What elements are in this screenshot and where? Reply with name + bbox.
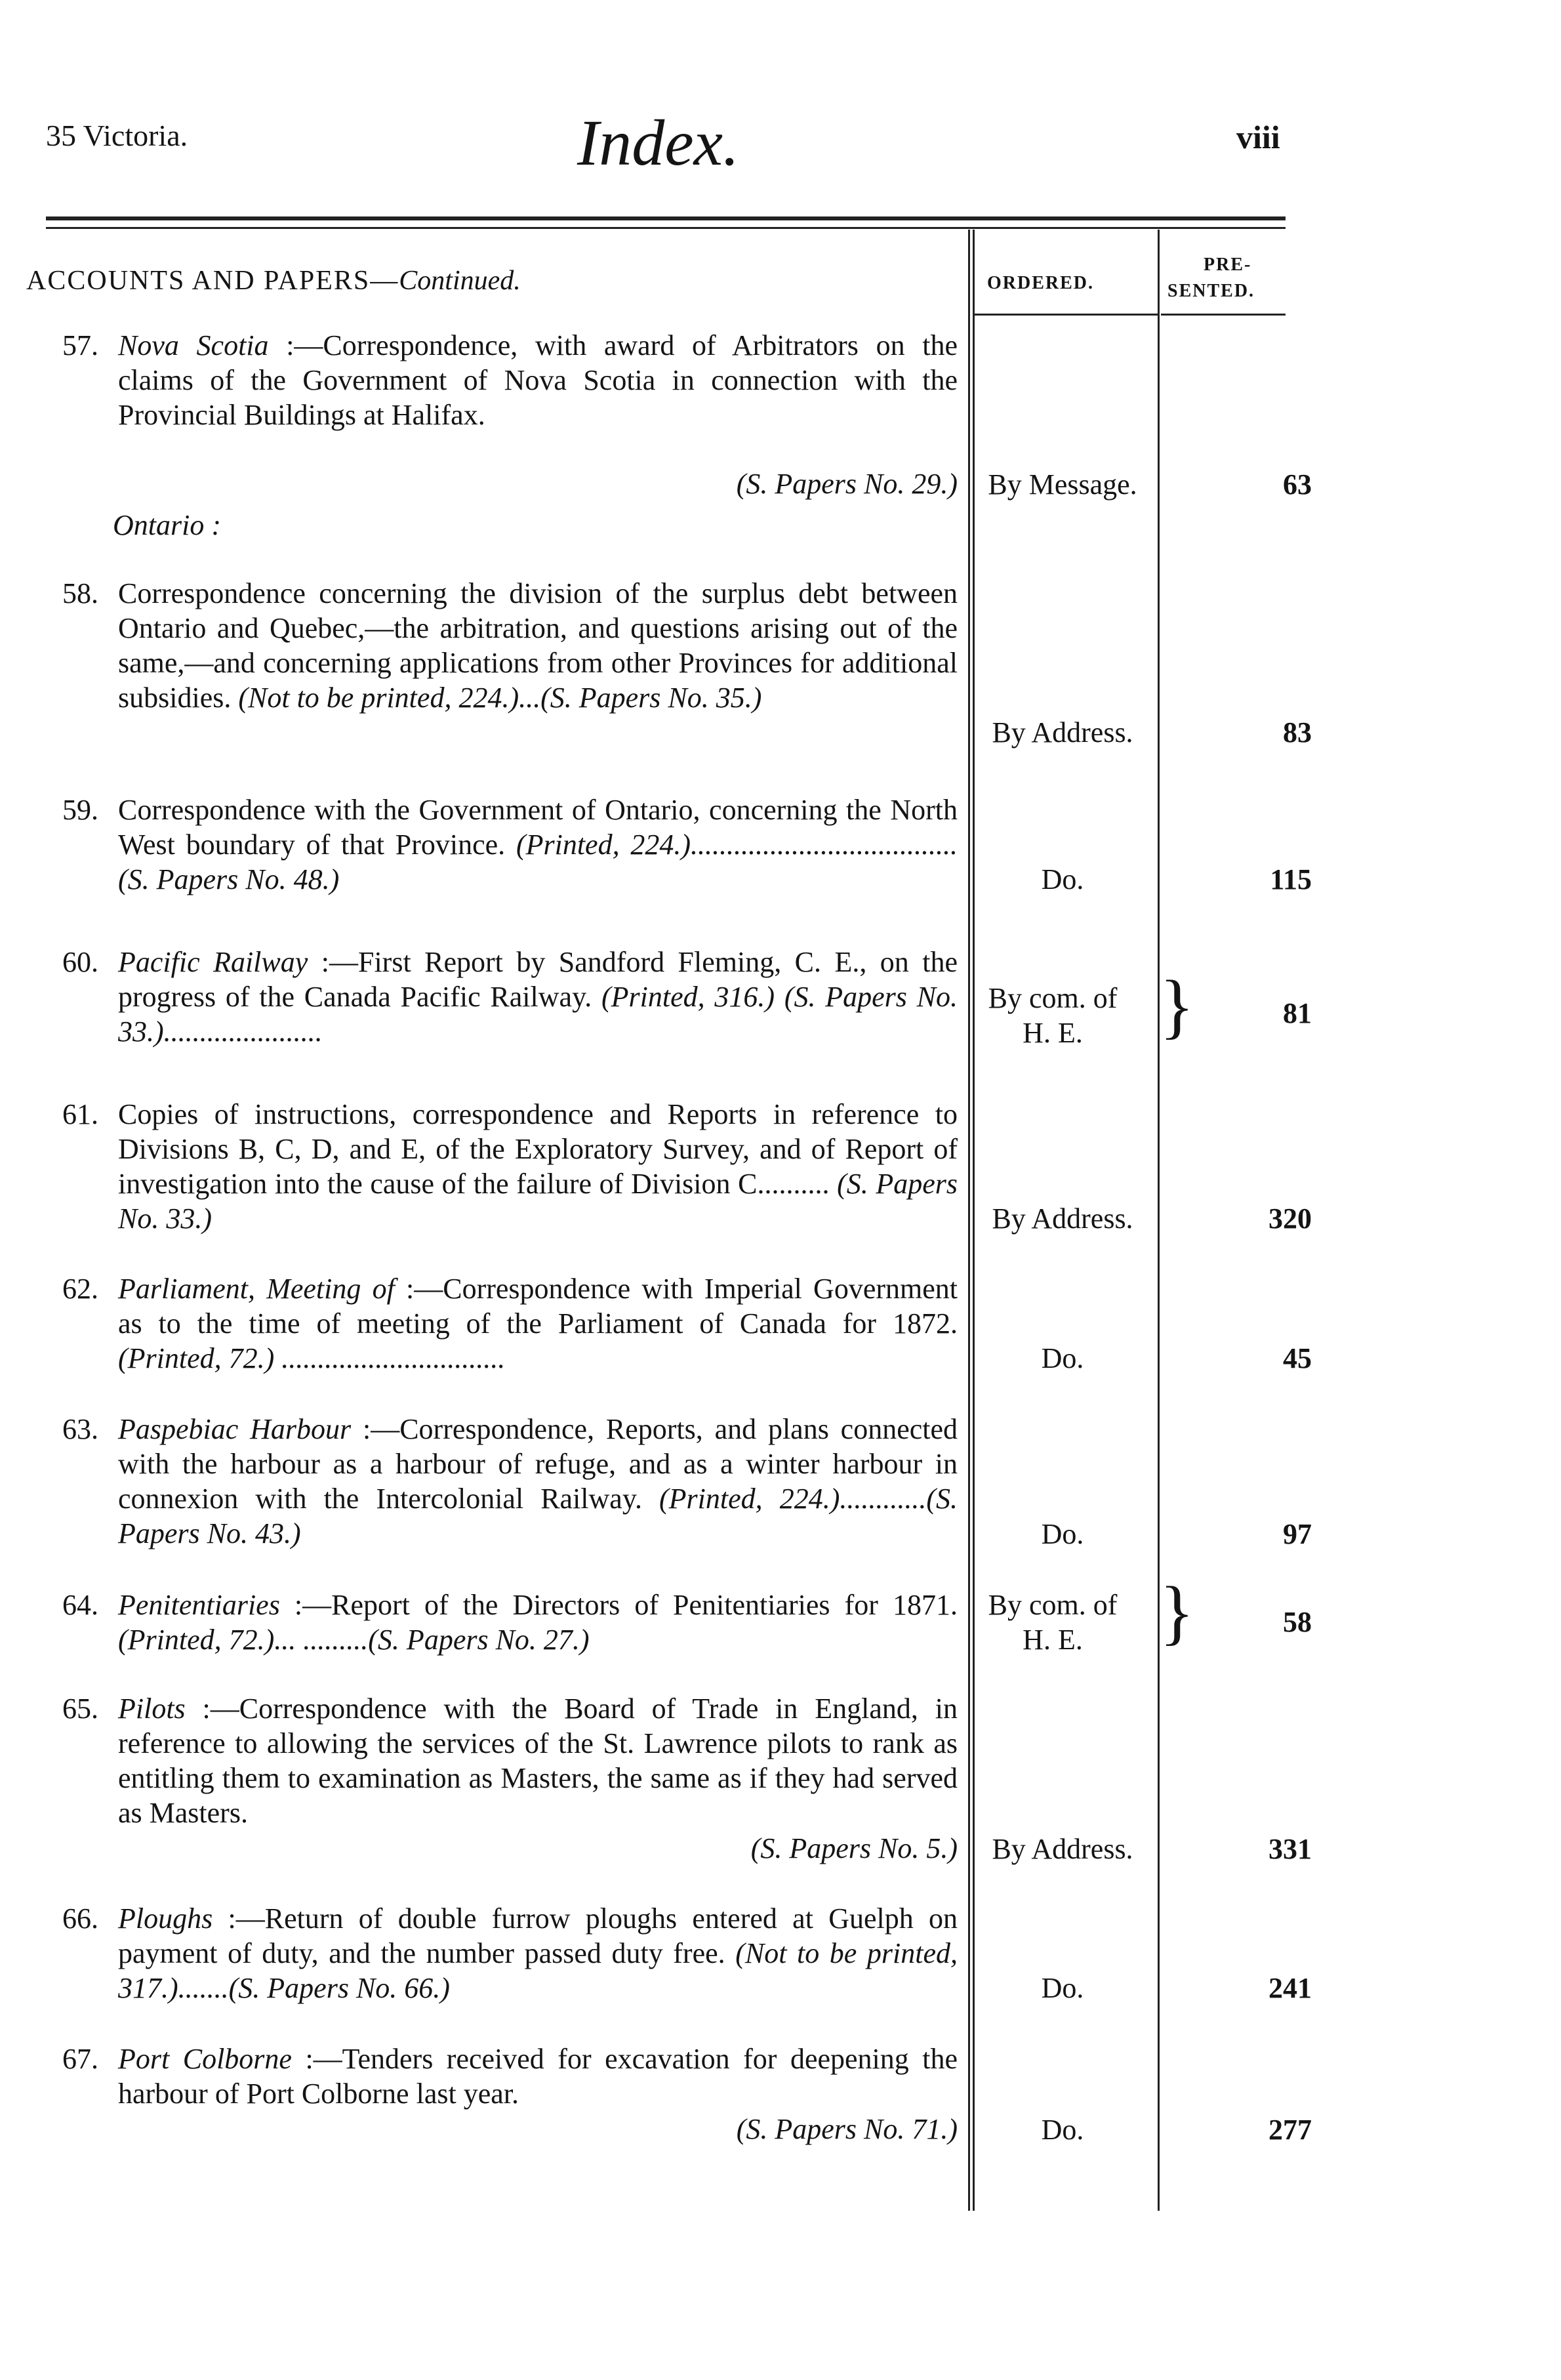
entry-subject: Paspebiac Harbour [118,1413,352,1445]
brace: } [1160,966,1194,1046]
entry-subject: Parliament, Meeting of [118,1273,395,1305]
entry-ordered: By com. of H. E. [988,1589,1118,1656]
entry-reference: (S. Papers No. 33.) [118,1168,958,1235]
entry-reference: (Printed, 316.) (S. Papers No. 33.)...................... [118,981,958,1048]
brace: } [1160,1572,1194,1652]
entry-body: :—Correspondence, with award of Arbitrators on the claims of the Government of Nova Scotia in connection with the Provincial Buildings at Halifax. [118,329,958,431]
entry-body: :—Tenders received for excavation for deepening the harbour of Port Colborne last year. [118,2043,958,2110]
column-rule-ordered-left [968,230,970,2211]
entry-presented: 58 [1283,1606,1312,1638]
entry-ordered: Do. [1041,863,1084,895]
entry-ordered: By Address. [992,1833,1133,1865]
entry-reference: (S. Papers No. 5.) [750,1832,958,1864]
entry-reference: (Not to be printed, 317.).......(S. Papers No. 66.) [118,1937,958,2004]
column-head-presented-line2: SENTED. [1167,281,1255,301]
entry-presented: 81 [1283,997,1312,1029]
entry-subject: Port Colborne [118,2043,292,2075]
running-head-left: 35 Victoria. [46,119,188,152]
subheading-ontario: Ontario : [113,509,221,541]
entry-subject: Pilots [118,1693,186,1725]
entry-subject: Pacific Railway [118,946,308,978]
entry-body: :—Report of the Directors of Penitentiaries for 1871. [294,1589,958,1621]
entry-subject: Nova Scotia [118,329,269,361]
entry-ordered: Do. [1041,2114,1084,2146]
section-title [26,265,521,297]
entry-reference: (Printed, 72.) ............................... [118,1342,506,1374]
entry-description [118,1691,958,1830]
entry-description [118,576,958,715]
entry-presented: 83 [1283,716,1312,749]
entry-description [118,792,958,897]
entry-reference: (S. Papers No. 71.) [736,2113,958,2145]
entry-reference: (Not to be printed, 224.)...(S. Papers No. 35.) [238,682,762,714]
entry-reference: (Printed, 224.)............(S. Papers No. 43.) [118,1483,958,1549]
entry-ordered: Do. [1041,1342,1084,1374]
section-continued: Continued. [399,266,521,296]
column-head-presented-line1: PRE- [1204,255,1252,275]
entry-body: Copies of instructions, correspondence and Reports in reference to Divisions B, C, D, and E, of the Exploratory Survey, and of Report of investigation into the cause of the failure of Division C.......... [118,1098,958,1200]
running-head-title: Index. [577,106,740,179]
entry-description [118,328,958,432]
column-head-rule-presented [1161,314,1286,316]
entry-description [118,945,958,1049]
column-head-rule-ordered [975,314,1158,316]
entry-ordered: By Message. [988,468,1137,501]
entry-presented: 331 [1268,1833,1312,1865]
column-head-ordered: ORDERED. [987,273,1095,293]
header-rule-top [46,216,1286,220]
entry-body: :—Return of double furrow ploughs entered at Guelph on payment of duty, and the number passed duty free. [118,1902,958,1969]
entry-reference: (S. Papers No. 29.) [736,468,958,500]
entry-body: :—Correspondence with the Board of Trade in England, in reference to allowing the services of the St. Lawrence pilots to rank as entitling them to examination as Masters, the same as if they had served as Masters. [118,1693,958,1829]
entry-description [118,1588,958,1657]
entry-presented: 320 [1268,1202,1312,1235]
entry-body: :—Correspondence, Reports, and plans connected with the harbour as a harbour of refuge, and as a winter harbour in connexion with the Intercolonial Railway. [118,1413,958,1515]
entry-reference: (Printed, 72.)... .........(S. Papers No. 27.) [118,1624,590,1656]
entry-presented: 97 [1283,1518,1312,1550]
entry-body: :—Correspondence with Imperial Government as to the time of meeting of the Parliament of Canada for 1872. [118,1273,958,1340]
entry-body: Correspondence concerning the division of the surplus debt between Ontario and Quebec,—the arbitration, and questions arising out of the same,—and concerning applications from other Provinces for additional subsidies. [118,577,958,714]
entry-presented: 115 [1270,863,1312,895]
entry-ordered: Do. [1041,1518,1084,1550]
entry-description [118,1097,958,1236]
entry-subject: Ploughs [118,1902,213,1935]
entry-presented: 45 [1283,1342,1312,1374]
entry-presented: 277 [1268,2114,1312,2146]
header-rule-bottom [46,227,1286,229]
section-title-text: ACCOUNTS AND PAPERS— [26,266,399,296]
entry-description [118,2041,958,2111]
entry-subject: Penitentiaries [118,1589,280,1621]
entry-description [118,1901,958,2005]
entry-body: :—First Report by Sandford Fleming, C. E., on the progress of the Canada Pacific Railway. [118,946,958,1013]
entry-ordered: By Address. [992,1202,1133,1235]
entry-ordered: By com. of H. E. [988,982,1118,1049]
entry-ordered: By Address. [992,716,1133,749]
entry-ordered: Do. [1041,1972,1084,2004]
entry-description [118,1412,958,1551]
entry-body: Correspondence with the Government of Ontario, concerning the North West boundary of that Province. [118,794,958,861]
column-rule-presented-left [1158,230,1160,2211]
entry-description [118,1271,958,1376]
entry-reference: (Printed, 224.).....................................(S. Papers No. 48.) [118,829,958,895]
entry-presented: 63 [1283,468,1312,501]
column-rule-ordered-left-inner [973,230,975,2211]
entry-presented: 241 [1268,1972,1312,2004]
page-number: viii [1236,119,1280,155]
